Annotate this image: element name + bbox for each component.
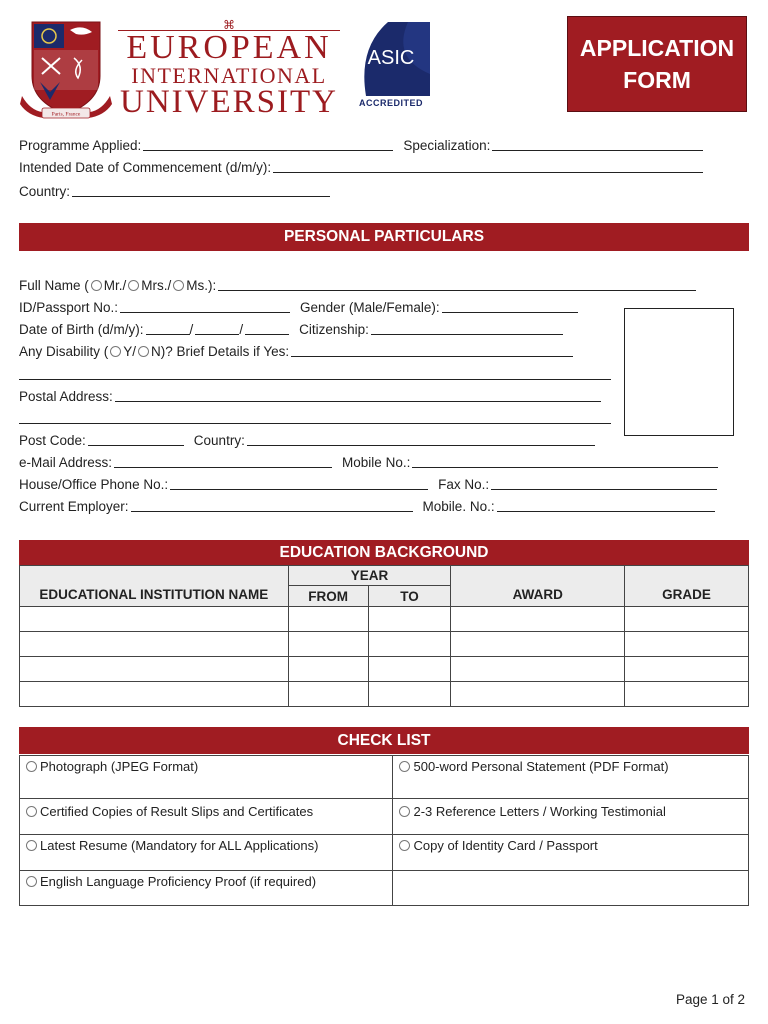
references-radio[interactable] [399, 806, 410, 817]
crest-motto: Paris, France [51, 111, 81, 118]
post-code-field[interactable] [88, 433, 184, 446]
col-to-header: TO [368, 586, 451, 607]
uni-name-line2: INTERNATIONAL [131, 63, 327, 88]
mrs-label: Mrs./ [141, 278, 172, 293]
checklist-header: CHECK LIST [19, 727, 749, 754]
disability-yes-radio[interactable] [110, 346, 121, 357]
col-award-header: AWARD [451, 566, 625, 607]
phone-label: House/Office Phone No.: [19, 477, 169, 492]
commencement-row [19, 157, 707, 175]
award-cell[interactable] [451, 632, 625, 657]
disability-no-radio[interactable] [138, 346, 149, 357]
dob-month-field[interactable] [195, 322, 239, 335]
dob-year-field[interactable] [245, 322, 289, 335]
ms-radio[interactable] [173, 280, 184, 291]
institution-cell[interactable] [20, 657, 289, 682]
certificates-radio[interactable] [26, 806, 37, 817]
checklist-item-label: 2-3 Reference Letters / Working Testimonial [413, 804, 666, 819]
checklist-item-references[interactable] [393, 799, 749, 835]
mobile-label: Mobile No.: [342, 455, 411, 470]
mobile2-label: Mobile. No.: [422, 499, 495, 514]
checklist-item-label: Photograph (JPEG Format) [40, 759, 199, 774]
table-row [20, 607, 749, 632]
table-row [20, 657, 749, 682]
dob-slash-2: / [239, 322, 244, 337]
col-year-header: YEAR [288, 566, 451, 586]
postal-address-field[interactable] [115, 389, 601, 402]
mr-label: Mr./ [103, 278, 127, 293]
country-row [19, 181, 334, 199]
country-label: Country: [19, 184, 71, 199]
resume-radio[interactable] [26, 840, 37, 851]
statement-radio[interactable] [399, 761, 410, 772]
education-header: EDUCATION BACKGROUND [19, 540, 749, 566]
checklist-item-label: 500-word Personal Statement (PDF Format) [413, 759, 669, 774]
disability-details-field-2[interactable] [19, 367, 611, 380]
asic-accredited-label: ACCREDITED [358, 98, 423, 108]
from-cell[interactable] [288, 682, 368, 707]
postal-row [19, 386, 605, 404]
col-grade-header: GRADE [625, 566, 749, 607]
award-cell[interactable] [451, 607, 625, 632]
personal-country-label: Country: [193, 433, 245, 448]
email-label: e-Mail Address: [19, 455, 113, 470]
university-name-logo [118, 18, 340, 120]
dob-row [19, 319, 567, 337]
award-cell[interactable] [451, 657, 625, 682]
mr-radio[interactable] [91, 280, 102, 291]
institution-cell[interactable] [20, 682, 289, 707]
disability-details-field[interactable] [291, 344, 573, 357]
commencement-field[interactable] [273, 160, 703, 173]
uni-name-line1: EUROPEAN [126, 29, 332, 66]
form-title-line2: FORM [623, 67, 691, 93]
programme-row [19, 135, 707, 153]
to-cell[interactable] [368, 607, 451, 632]
employer-field[interactable] [131, 499, 413, 512]
uni-name-line3: UNIVERSITY [120, 84, 338, 120]
fax-field[interactable] [491, 477, 717, 490]
disability-label: Any Disability ( [19, 344, 109, 359]
grade-cell[interactable] [625, 682, 749, 707]
checklist-empty-cell [393, 871, 749, 906]
programme-label: Programme Applied: [19, 138, 142, 153]
phone-fax-row [19, 474, 721, 492]
from-cell[interactable] [288, 632, 368, 657]
university-crest-logo [20, 18, 112, 122]
checklist-item-identity[interactable] [393, 835, 749, 871]
id-gender-row [19, 297, 582, 315]
full-name-row [19, 275, 700, 293]
commencement-label: Intended Date of Commencement (d/m/y): [19, 160, 272, 175]
dob-day-field[interactable] [146, 322, 190, 335]
employer-row [19, 496, 719, 514]
checklist-item-label: English Language Proficiency Proof (if required) [40, 874, 317, 889]
checklist-item-resume[interactable] [20, 835, 393, 871]
form-title-line1: APPLICATION [579, 35, 735, 61]
specialization-field[interactable] [492, 138, 703, 151]
education-table [19, 565, 749, 707]
dob-slash-1: / [189, 322, 194, 337]
personal-country-field[interactable] [247, 433, 595, 446]
postcode-country-row [19, 430, 599, 448]
gender-label: Gender (Male/Female): [300, 300, 440, 315]
checklist-item-statement[interactable] [393, 756, 749, 799]
grade-cell[interactable] [625, 657, 749, 682]
col-institution-header: EDUCATIONAL INSTITUTION NAME [20, 566, 289, 607]
checklist-item-english[interactable] [20, 871, 393, 906]
award-cell[interactable] [451, 682, 625, 707]
uni-ornament: ⌘ [118, 20, 340, 31]
postal-extra-row [19, 408, 615, 426]
to-cell[interactable] [368, 632, 451, 657]
id-passport-label: ID/Passport No.: [19, 300, 119, 315]
from-cell[interactable] [288, 657, 368, 682]
photo-box[interactable] [624, 308, 734, 436]
english-radio[interactable] [26, 876, 37, 887]
col-from-header: FROM [288, 586, 368, 607]
table-row [20, 632, 749, 657]
checklist-item-photograph[interactable] [20, 756, 393, 799]
ms-label: Ms.): [186, 278, 217, 293]
mobile-field[interactable] [412, 455, 718, 468]
disability-extra-row [19, 364, 615, 382]
mobile2-field[interactable] [497, 499, 715, 512]
disability-no-label: N)? Brief Details if Yes: [151, 344, 290, 359]
citizenship-field[interactable] [371, 322, 563, 335]
specialization-label: Specialization: [403, 138, 491, 153]
programme-field[interactable] [143, 138, 393, 151]
id-passport-field[interactable] [120, 300, 290, 313]
checklist-item-label: Certified Copies of Result Slips and Certificates [40, 804, 314, 819]
from-cell[interactable] [288, 607, 368, 632]
checklist-table [19, 755, 749, 906]
postal-address-label: Postal Address: [19, 389, 113, 404]
employer-label: Current Employer: [19, 499, 129, 514]
photograph-radio[interactable] [26, 761, 37, 772]
application-form-title [567, 16, 747, 112]
email-field[interactable] [114, 455, 332, 468]
table-row [20, 682, 749, 707]
postal-address-field-2[interactable] [19, 411, 611, 424]
full-name-label: Full Name ( [19, 278, 89, 293]
phone-field[interactable] [170, 477, 428, 490]
grade-cell[interactable] [625, 632, 749, 657]
checklist-item-label: Copy of Identity Card / Passport [413, 838, 598, 853]
to-cell[interactable] [368, 682, 451, 707]
email-mobile-row [19, 452, 722, 470]
dob-label: Date of Birth (d/m/y): [19, 322, 144, 337]
mrs-radio[interactable] [128, 280, 139, 291]
gender-field[interactable] [442, 300, 578, 313]
institution-cell[interactable] [20, 632, 289, 657]
institution-cell[interactable] [20, 607, 289, 632]
full-name-field[interactable] [218, 278, 696, 291]
disability-yes-label: Y/ [123, 344, 137, 359]
asic-logo-text: ASIC [367, 47, 415, 69]
to-cell[interactable] [368, 657, 451, 682]
grade-cell[interactable] [625, 607, 749, 632]
citizenship-label: Citizenship: [299, 322, 369, 337]
fax-label: Fax No.: [438, 477, 490, 492]
checklist-item-label: Latest Resume (Mandatory for ALL Applications) [40, 838, 319, 853]
checklist-item-certificates[interactable] [20, 799, 393, 835]
country-field[interactable] [72, 184, 330, 197]
personal-particulars-header: PERSONAL PARTICULARS [19, 223, 749, 251]
identity-radio[interactable] [399, 840, 410, 851]
page-number: Page 1 of 2 [676, 992, 746, 1007]
post-code-label: Post Code: [19, 433, 86, 448]
disability-row [19, 341, 577, 359]
